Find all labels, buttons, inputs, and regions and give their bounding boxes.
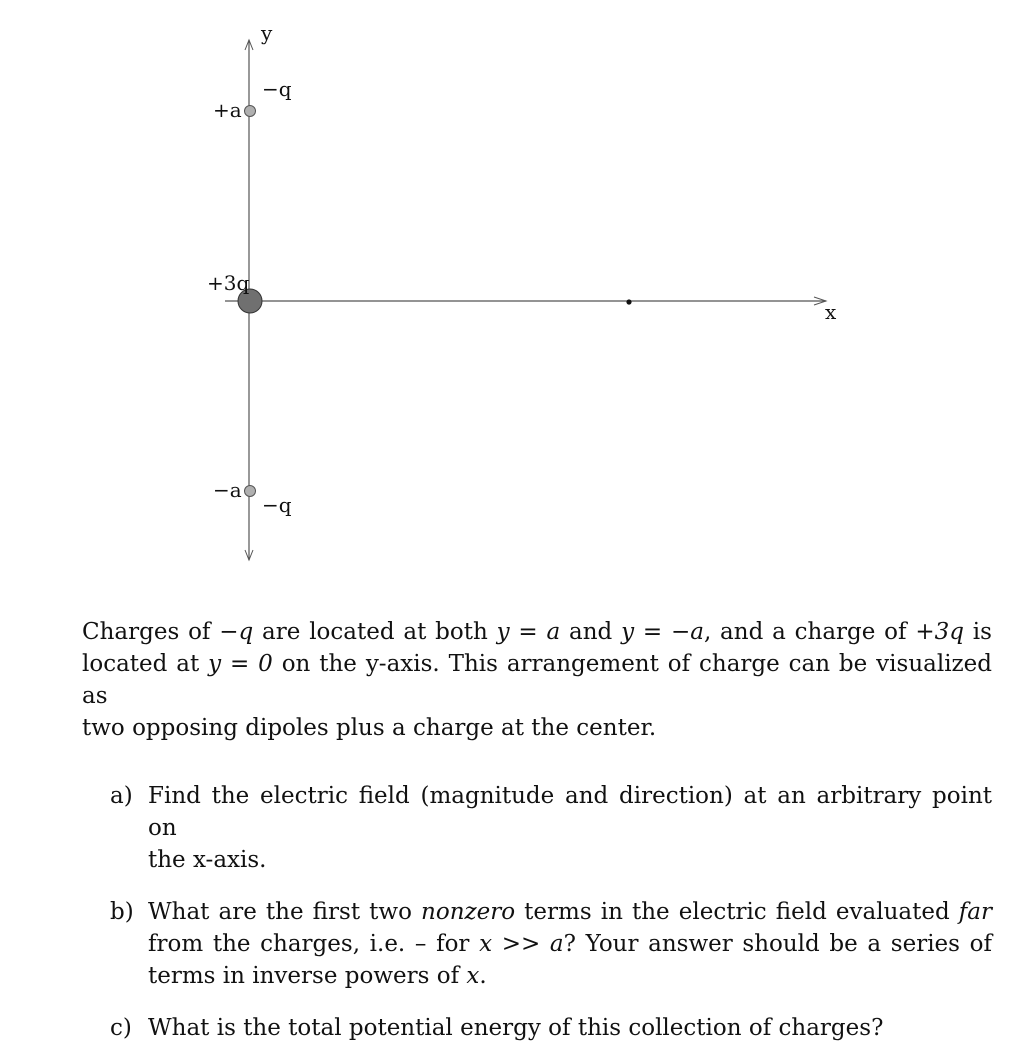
center-charge-label: +3q xyxy=(207,271,250,295)
intro-line-3: two opposing dipoles plus a charge at the center. xyxy=(82,715,657,741)
question-list xyxy=(82,780,992,1044)
question-b-line-2: from the charges, i.e. – for x >> a? Your answer should be a series of xyxy=(148,931,992,957)
intro-paragraph xyxy=(82,616,992,744)
question-a xyxy=(82,780,992,876)
bottom-charge-label: −q xyxy=(262,493,292,517)
bottom-charge xyxy=(245,486,256,497)
question-a-marker: a) xyxy=(110,783,133,809)
intro-line-1: Charges of −q are located at both y = a and y = −a, and a charge of +3q is xyxy=(82,619,992,645)
top-position-label: +a xyxy=(213,98,242,122)
question-b-line-1: What are the first two nonzero terms in the electric field evaluated far xyxy=(148,899,993,925)
question-b-marker: b) xyxy=(110,899,134,925)
top-charge xyxy=(245,106,256,117)
question-c xyxy=(82,1012,992,1044)
x-axis-label: x xyxy=(825,300,837,324)
question-a-line-2: the x-axis. xyxy=(148,847,267,873)
top-charge-label: −q xyxy=(262,77,292,101)
question-c-marker: c) xyxy=(110,1015,132,1041)
question-b xyxy=(82,896,992,992)
question-b-line-3: terms in inverse powers of x. xyxy=(148,963,487,989)
question-c-line-1: What is the total potential energy of this collection of charges? xyxy=(148,1015,884,1041)
field-point xyxy=(626,299,631,304)
question-a-line-1: Find the electric field (magnitude and direction) at an arbitrary point on xyxy=(148,783,992,841)
problem-text xyxy=(82,616,992,1064)
bottom-position-label: −a xyxy=(213,478,242,502)
intro-line-2: located at y = 0 on the y-axis. This arrangement of charge can be visualized as xyxy=(82,651,993,709)
y-axis-label: y xyxy=(261,21,273,45)
